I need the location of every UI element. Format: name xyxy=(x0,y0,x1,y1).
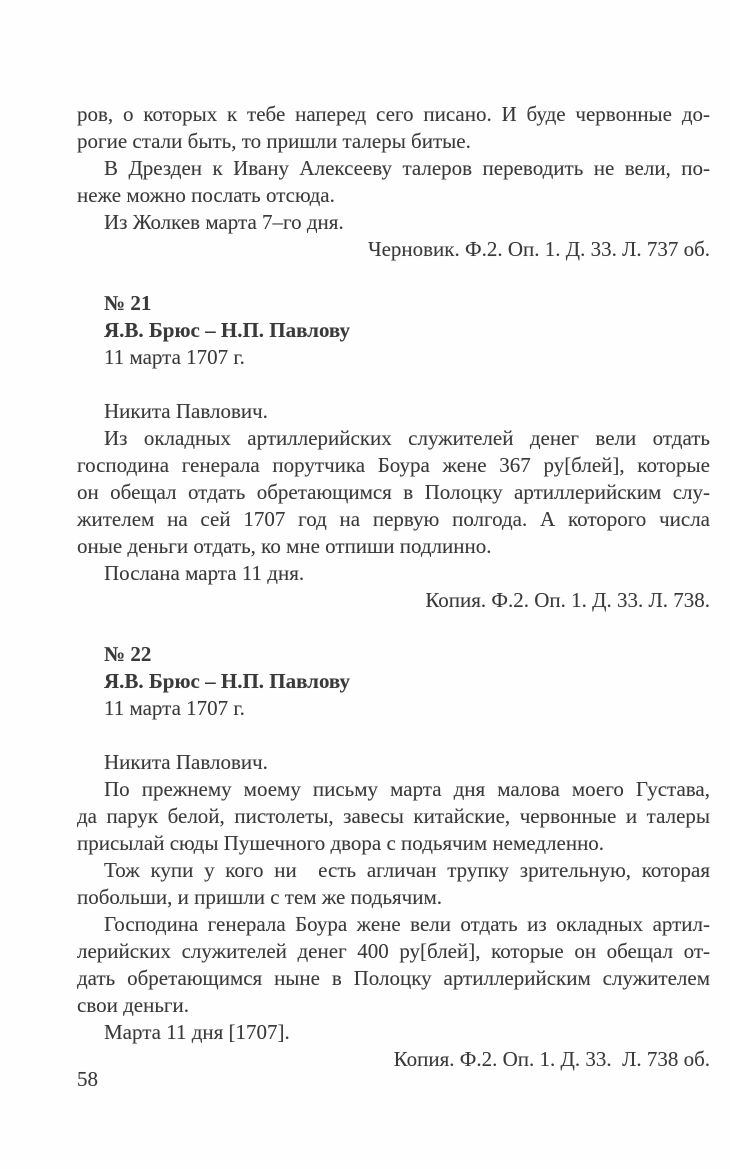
letter-22-body-line: свои деньги. xyxy=(77,993,190,1017)
page-number: 58 xyxy=(77,1067,98,1091)
prev-letter-body-line: рогие стали быть, то пришли талеры битые. xyxy=(77,129,471,153)
letter-22-body-line: По прежнему моему письму марта дня малова моего Густава, xyxy=(104,777,710,801)
letter-22-number: № 22 xyxy=(104,642,152,666)
letter-21-body-line: Из окладных артиллерийских служителей денег вели отдать xyxy=(104,426,710,450)
letter-22-date: 11 марта 1707 г. xyxy=(104,696,245,720)
letter-21-body-line: оные деньги отдать, ко мне отпиши подлинно. xyxy=(77,534,492,558)
page-text-column xyxy=(77,101,710,1093)
letter-21-body-line: он обещал отдать обретающимся в Полоцку артиллерийским слу- xyxy=(77,480,710,504)
letter-22-body-line: Тож купи у кого ни есть агличан трупку зрительную, которая xyxy=(104,858,710,882)
letter-22-dateline: Марта 11 дня [1707]. xyxy=(104,1020,290,1044)
prev-letter-body-line: В Дрезден к Ивану Алексееву талеров переводить не вели, по- xyxy=(104,156,710,180)
prev-letter-body-line: неже можно послать отсюда. xyxy=(77,183,335,207)
letter-22-body-line: да парук белой, пистолеты, завесы китайские, червонные и талеры xyxy=(77,804,710,828)
letter-21-title: Я.В. Брюс – Н.П. Павлову xyxy=(104,318,351,342)
letter-22-body-line: присылай сюды Пушечного двора с подьячим немедленно. xyxy=(77,831,605,855)
letter-21-date: 11 марта 1707 г. xyxy=(104,345,245,369)
letter-22-title: Я.В. Брюс – Н.П. Павлову xyxy=(104,669,351,693)
letter-21-body-line: жителем на сей 1707 год на первую полгода. А которого числа xyxy=(77,507,710,531)
prev-letter-body-line: ров, о которых к тебе наперед сего писано. И буде червонные до- xyxy=(77,102,710,126)
letter-21-number: № 21 xyxy=(104,291,152,315)
letter-21-dateline: Послана марта 11 дня. xyxy=(104,561,305,585)
archive-reference: Копия. Ф.2. Оп. 1. Д. 33. Л. 738 об. xyxy=(393,1047,710,1071)
letter-22-body-line: лерийских служителей денег 400 ру[блей], которые он обещал от- xyxy=(77,939,710,963)
letter-21-body-line: господина генерала порутчика Боура жене 367 ру[блей], которые xyxy=(77,453,710,477)
archive-reference: Черновик. Ф.2. Оп. 1. Д. 33. Л. 737 об. xyxy=(367,237,710,261)
letter-22-salutation: Никита Павлович. xyxy=(104,750,268,774)
archive-reference: Копия. Ф.2. Оп. 1. Д. 33. Л. 738. xyxy=(425,588,710,612)
prev-letter-dateline: Из Жолкев марта 7–го дня. xyxy=(104,210,344,234)
letter-22-body-line: Господина генерала Боура жене вели отдать из окладных артил- xyxy=(104,912,710,936)
letter-22-body-line: дать обретающимся ныне в Полоцку артиллерийским служителем xyxy=(77,966,710,990)
letter-22-body-line: побольши, и пришли с тем же подьячим. xyxy=(77,885,443,909)
letter-21-salutation: Никита Павлович. xyxy=(104,399,268,423)
